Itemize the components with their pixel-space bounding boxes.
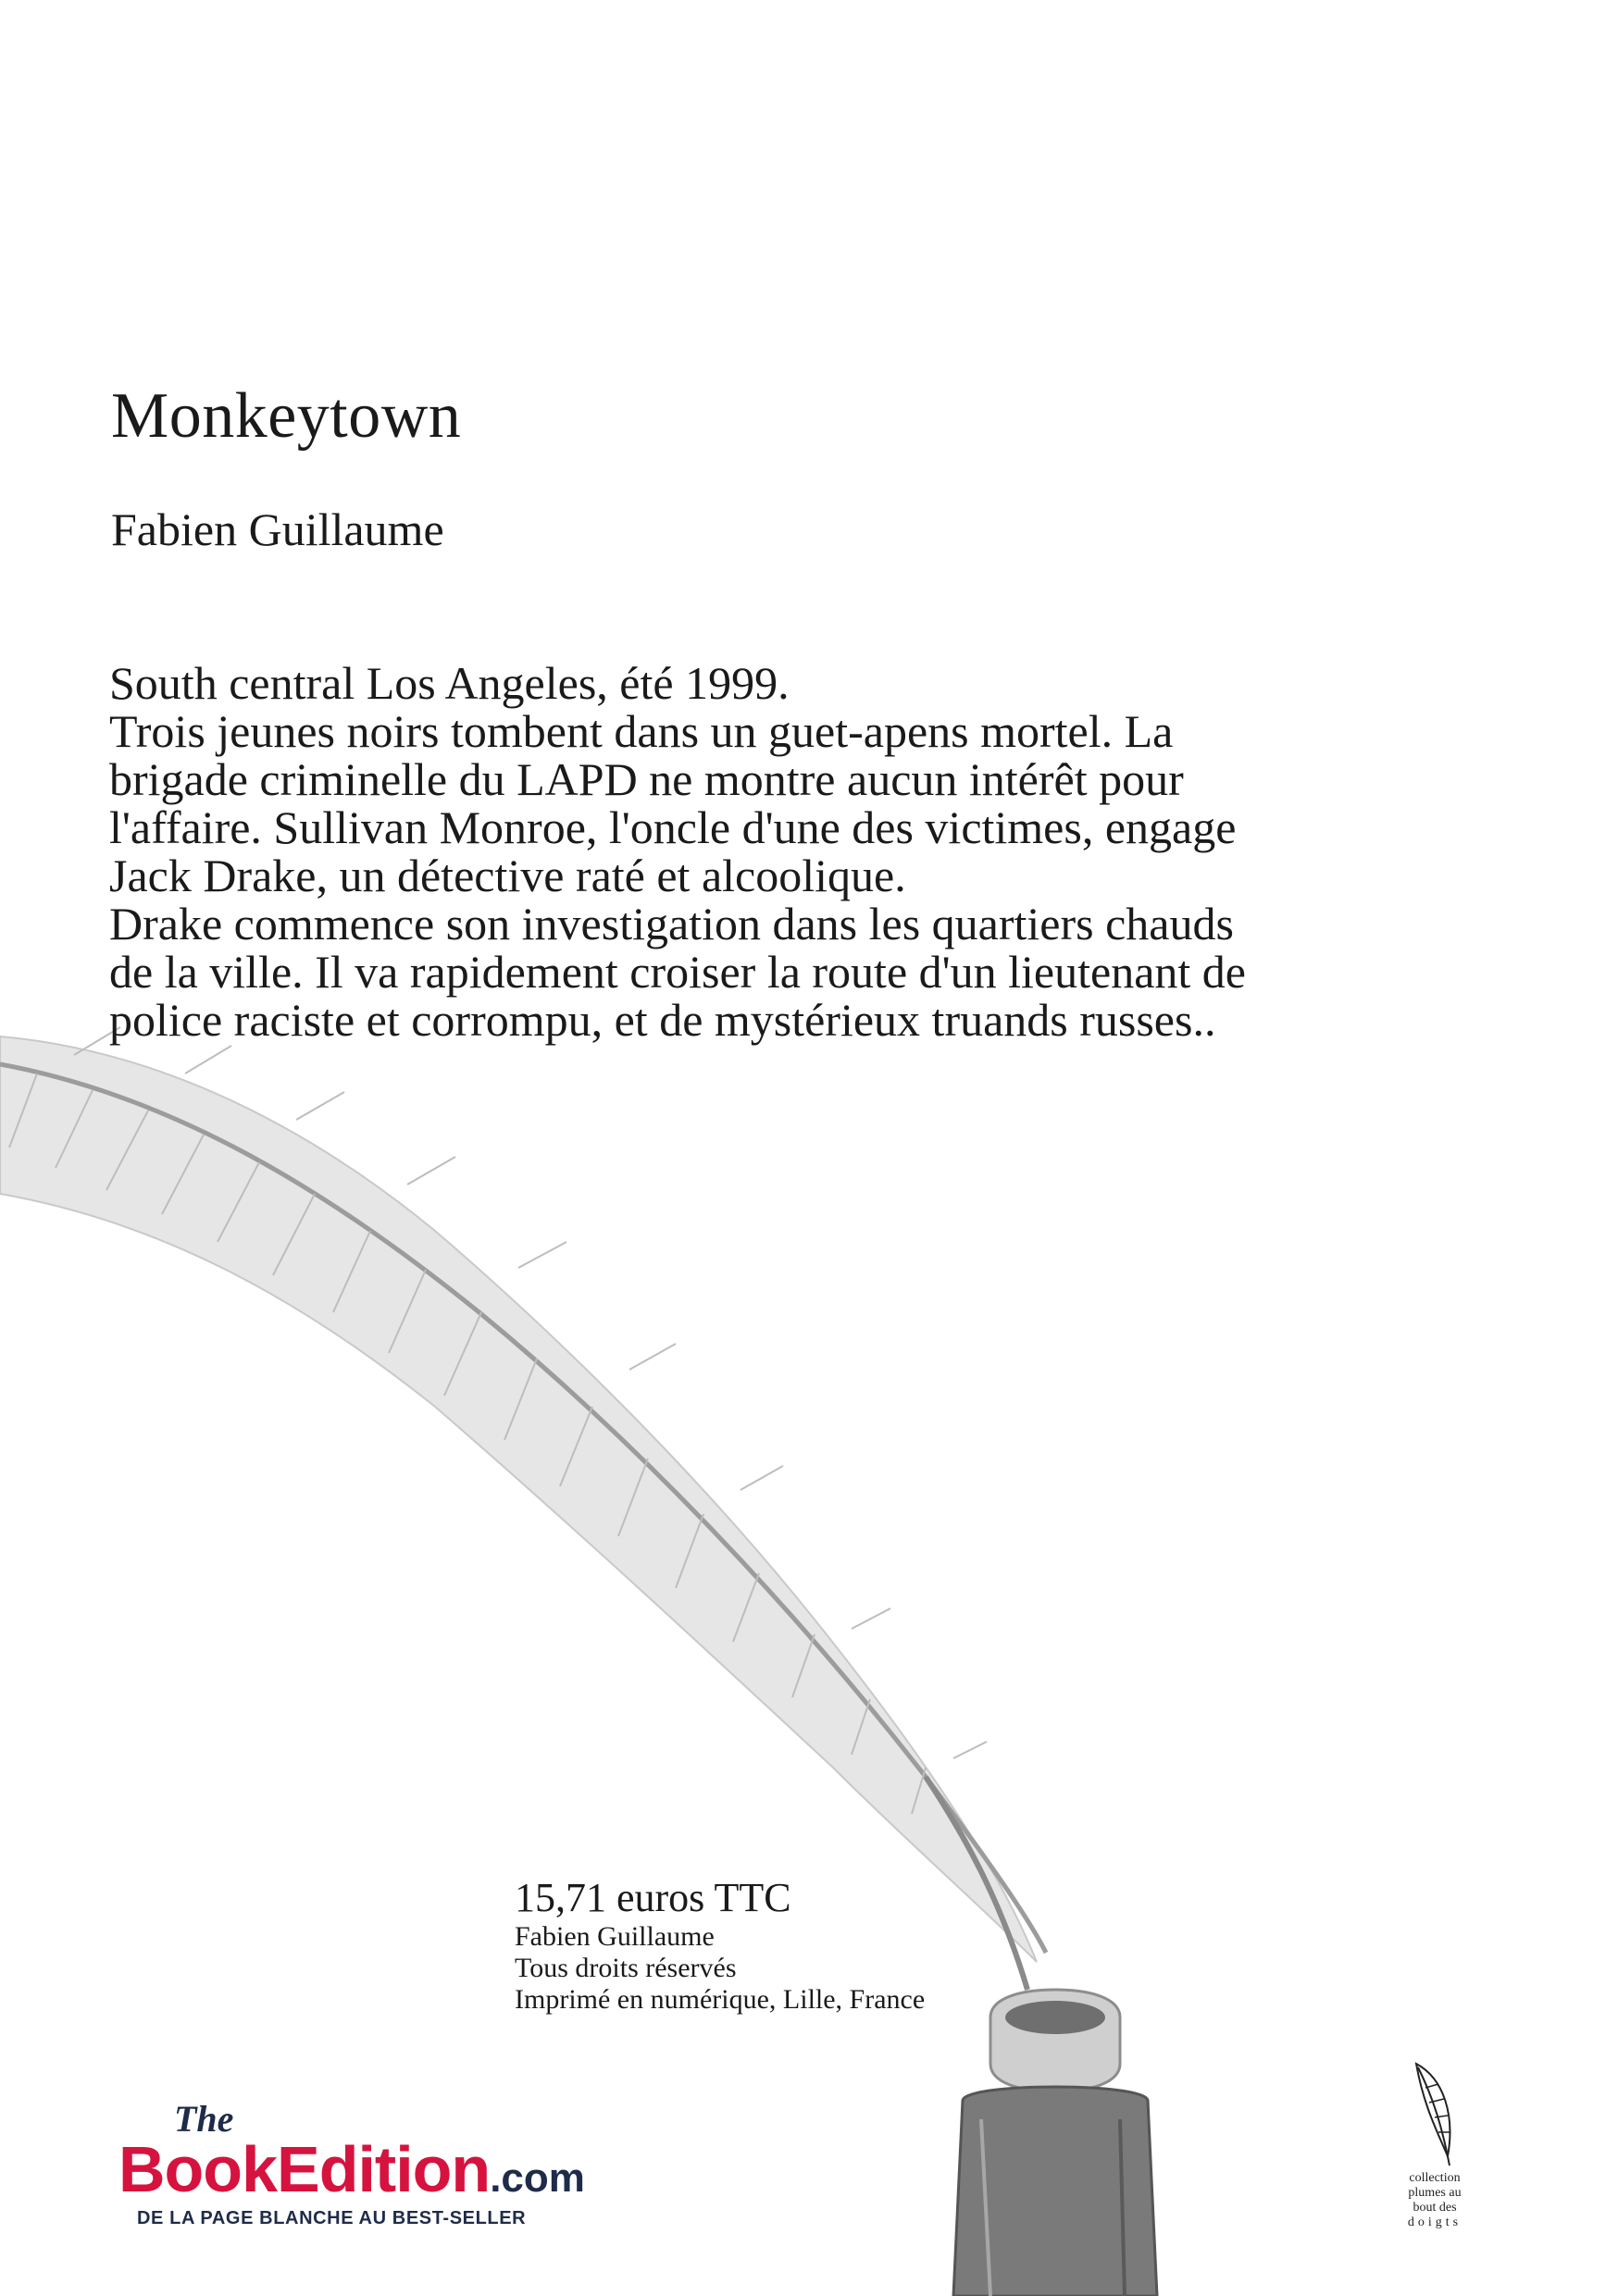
quill-icon xyxy=(1407,2060,1462,2171)
collection-line: collection xyxy=(1409,2171,1461,2185)
colophon-printing: Imprimé en numérique, Lille, France xyxy=(515,1984,926,2015)
collection-logo xyxy=(1388,2060,1481,2230)
collection-line: bout des xyxy=(1413,2201,1457,2215)
blurb-paragraph: Trois jeunes noirs tombent dans un guet-apens mortel. La brigade criminelle du LAPD ne montre aucun intérêt pour l'affaire. Sullivan Monroe, l'oncle d'une des victimes, engage Jack Drake, un détective raté et alcoolique. xyxy=(109,705,1237,901)
blurb-paragraph: South central Los Angeles, été 1999. xyxy=(109,657,790,709)
price: 15,71 euros TTC xyxy=(515,1875,791,1920)
logo-prefix: The xyxy=(174,2098,234,2140)
book-blurb xyxy=(109,659,1248,1044)
colophon xyxy=(515,1875,925,2016)
colophon-author: Fabien Guillaume xyxy=(515,1921,715,1952)
book-title: Monkeytown xyxy=(111,380,462,452)
logo-suffix: .com xyxy=(490,2155,585,2201)
collection-line: doigts xyxy=(1407,2215,1462,2229)
logo-tagline: DE LA PAGE BLANCHE AU BEST-SELLER xyxy=(137,2208,527,2228)
logo-name: BookEdition xyxy=(118,2133,491,2205)
colophon-rights: Tous droits réservés xyxy=(515,1953,737,1983)
logo-wordmark xyxy=(118,2132,585,2215)
book-author: Fabien Guillaume xyxy=(111,503,444,555)
collection-line: plumes au xyxy=(1408,2186,1462,2200)
blurb-paragraph: Drake commence son investigation dans les quartiers chauds de la ville. Il va rapidement croiser la route d'un lieutenant de police raciste et corrompu, et de mystérieux truands russes.. xyxy=(109,898,1246,1046)
